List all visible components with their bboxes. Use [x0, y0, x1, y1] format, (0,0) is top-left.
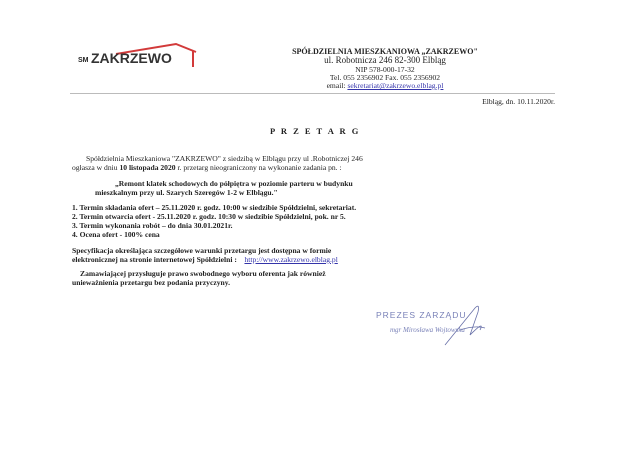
rights-line-1: Zamawiającej przysługuje prawo swobodnego wyboru oferenta jak również	[80, 269, 326, 278]
logo	[76, 40, 200, 68]
org-address: ul. Robotnicza 246 82-300 Elbląg	[324, 55, 446, 65]
intro-line-1: Spółdzielnia Mieszkaniowa "ZAKRZEWO" z siedzibą w Elblągu przy ul .Robotniczej 246	[86, 154, 363, 163]
spec-line-2	[72, 255, 338, 264]
document-title: P R Z E T A R G	[270, 126, 361, 136]
signature	[440, 300, 490, 350]
org-phone: Tel. 055 2356902 Fax. 055 2356902	[329, 73, 441, 82]
intro-line-2	[72, 163, 342, 172]
task-line-1: „Remont klatek schodowych do półpiętra w poziomie parteru w budynku	[115, 179, 353, 188]
logo-prefix: SM	[78, 57, 89, 64]
task-line-2: mieszkalnym przy ul. Szarych Szeregów 1-2 w Elblągu."	[95, 188, 278, 197]
spec-text: elektronicznej na stronie internetowej Spółdzielni :	[72, 255, 237, 264]
list-item: 2. Termin otwarcia ofert - 25.11.2020 r. godz. 10:30 w siedzibie Spółdzielni, pok. nr 5.	[72, 212, 346, 221]
stamp-name: mgr Mirosława Wojtowska	[390, 326, 465, 334]
rights-line-2: unieważnienia przetargu bez podania przyczyny.	[72, 278, 230, 287]
org-nip: NIP 578-000-17-32	[355, 65, 415, 74]
stamp-title: PREZES ZARZĄDU	[376, 310, 467, 320]
org-email-line	[220, 81, 550, 90]
list-item: 3. Termin wykonania robót – do dnia 30.01.2021r.	[72, 221, 233, 230]
org-name: SPÓŁDZIELNIA MIESZKANIOWA „ZAKRZEWO"	[292, 47, 478, 56]
date: Elbląg, dn. 10.11.2020r.	[482, 97, 555, 106]
announcement-date: 10 listopada 2020	[119, 163, 176, 172]
website-link[interactable]: http://www.zakrzewo.elblag.pl	[244, 255, 338, 264]
header-divider	[70, 93, 555, 94]
intro-text: ogłasza w dniu	[72, 163, 120, 172]
email-link[interactable]: sekretariat@zakrzewo.elblag.pl	[347, 81, 444, 90]
spec-line-1: Specyfikacja określająca szczegółowe warunki przetargu jest dostępna w formie	[72, 246, 332, 255]
list-item: 1. Termin składania ofert – 25.11.2020 r. godz. 10:00 w siedzibie Spółdzielni, sekretariat.	[72, 203, 357, 212]
list-item: 4. Ocena ofert - 100% cena	[72, 230, 160, 239]
intro-text-end: r. przetarg nieograniczony na wykonanie zadania pn. :	[175, 163, 342, 172]
email-label: email:	[326, 81, 346, 90]
logo-name: ZAKRZEWO	[91, 50, 172, 66]
